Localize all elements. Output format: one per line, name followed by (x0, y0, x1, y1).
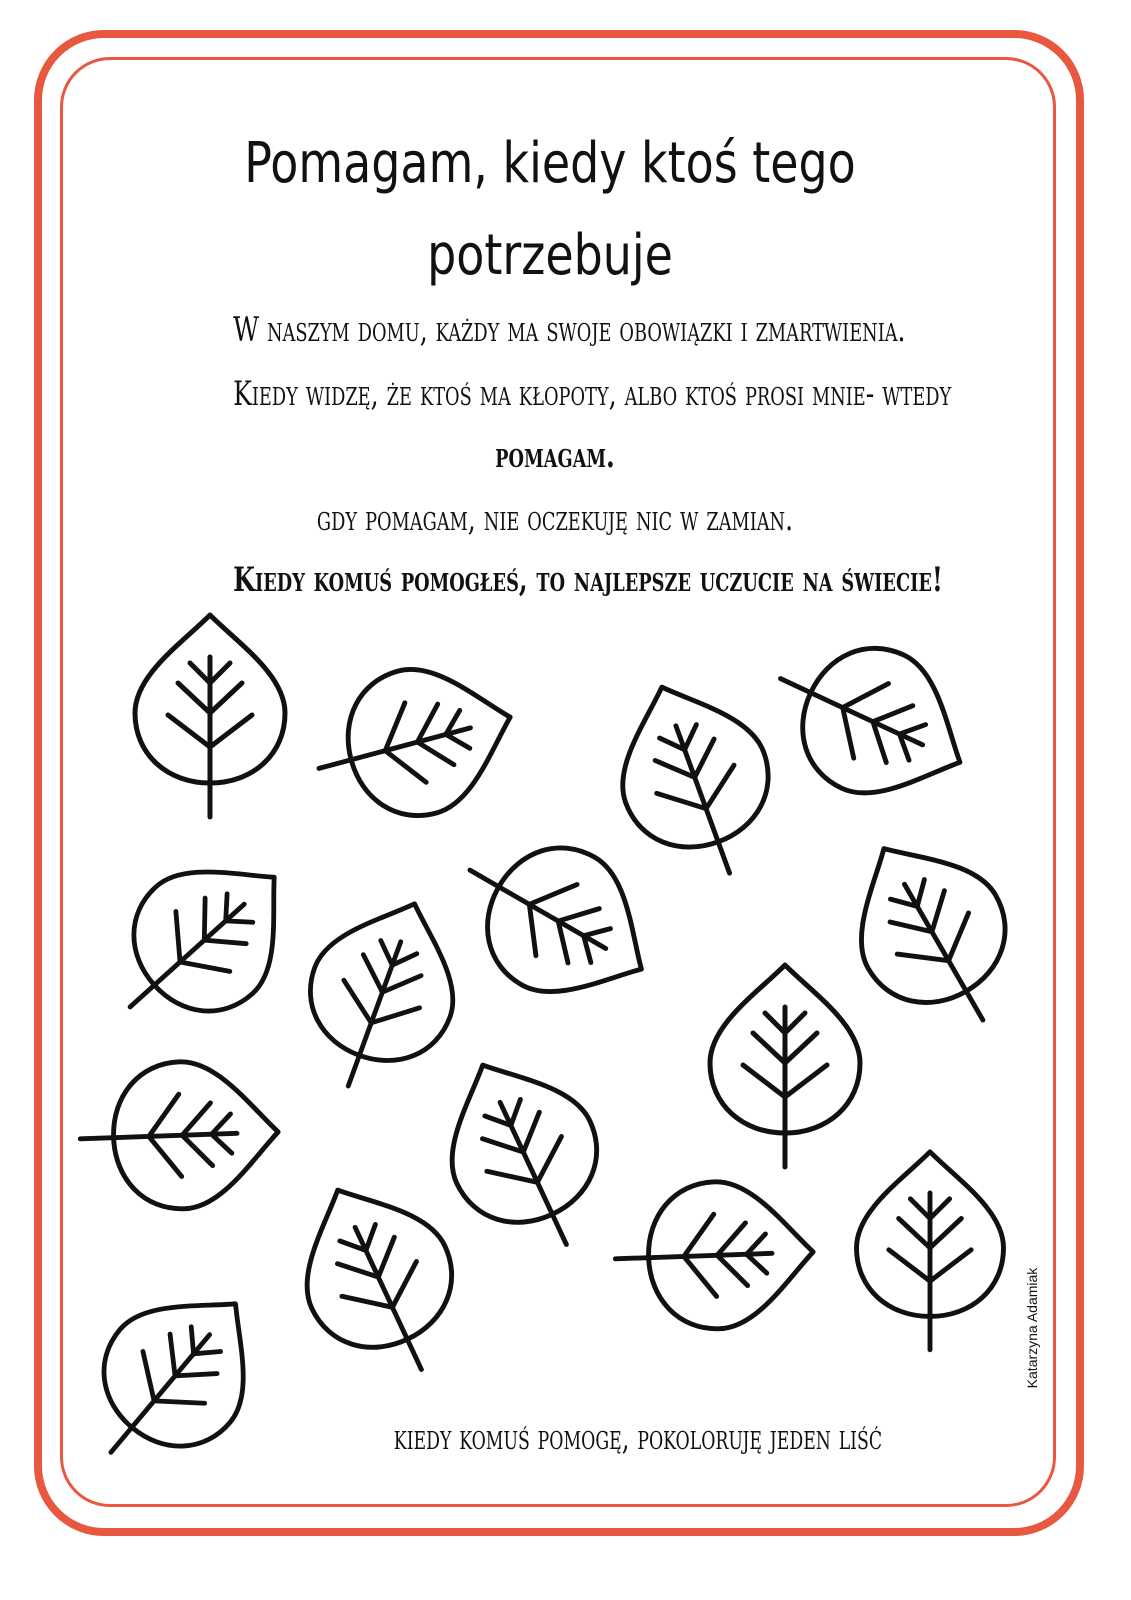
leaf-outline-icon[interactable] (135, 615, 285, 817)
paragraph-line-5: Kiedy komuś pomogłeś, to najlepsze uczucie na świecie! (233, 560, 943, 600)
leaf-outline-icon[interactable] (78, 1058, 281, 1212)
leaf-outline-icon[interactable] (613, 1178, 816, 1332)
leaf-outline-icon[interactable] (433, 806, 678, 1032)
title-line-2: potrzebuje (427, 223, 673, 288)
leaf-outline-icon[interactable] (56, 1258, 291, 1499)
paragraph-line-2: Kiedy widzę, że ktoś ma kłopoty, albo ktoś prosi mnie- wtedy (233, 374, 952, 414)
paragraph-line-3: pomagam. (495, 436, 615, 476)
footer-instruction: kiedy komuś pomogę, pokoloruję jeden liść (393, 1418, 883, 1458)
leaf-outline-icon[interactable] (281, 879, 483, 1110)
leaf-outline-icon[interactable] (710, 965, 860, 1167)
leaf-outline-icon[interactable] (416, 1034, 633, 1276)
leaf-outline-icon[interactable] (300, 646, 529, 839)
leaf-outline-icon[interactable] (82, 824, 322, 1061)
leaf-outline-icon[interactable] (271, 1159, 488, 1401)
author-credit: Katarzyna Adamiak (1024, 1267, 1040, 1389)
leaf-outline-icon[interactable] (749, 612, 991, 829)
title-line-1: Pomagam, kiedy ktoś tego (244, 131, 856, 196)
leaf-outline-icon[interactable] (857, 1152, 1004, 1350)
leaf-outline-icon[interactable] (820, 812, 1046, 1057)
paragraph-line-1: W naszym domu, każdy ma swoje obowiązki i zmartwienia. (233, 310, 906, 350)
leaf-outline-icon[interactable] (593, 662, 799, 898)
paragraph-line-4: gdy pomagam, nie oczekuję nic w zamian. (316, 499, 794, 539)
